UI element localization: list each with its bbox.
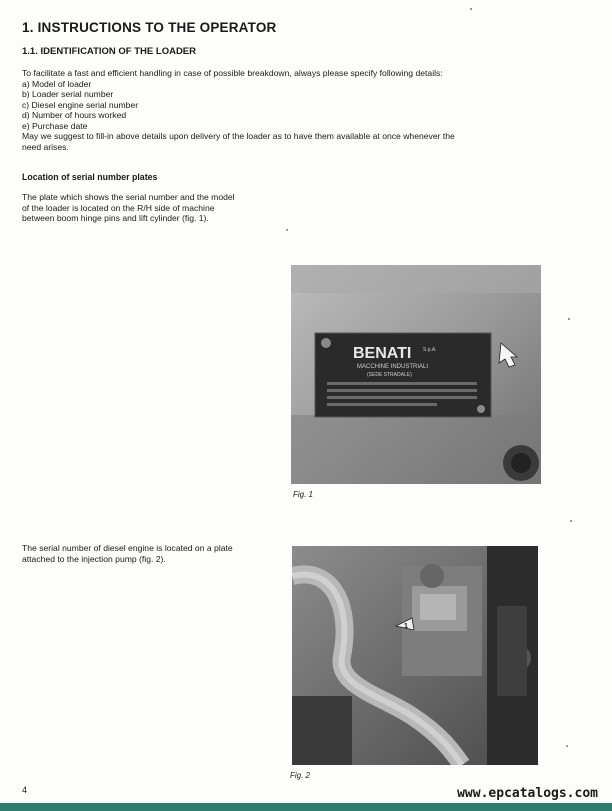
page-number: 4	[22, 785, 28, 795]
plate-line: of the loader is located on the R/H side of machine	[22, 202, 215, 213]
watermark-url: www.epcatalogs.com	[457, 786, 598, 801]
plate-line: The plate which shows the serial number and the model	[22, 192, 235, 202]
fig1-plate-brand: BENATI	[353, 345, 412, 362]
intro-line: To facilitate a fast and efficient handling in case of possible breakdown, always please specify following details:	[22, 68, 443, 78]
intro-line: e) Purchase date	[22, 120, 88, 131]
fig1-photo	[291, 265, 541, 484]
fig2-photo	[292, 546, 538, 765]
intro-paragraph	[22, 68, 455, 152]
intro-line: b) Loader serial number	[22, 89, 114, 99]
intro-line: need arises.	[22, 141, 69, 152]
intro-line: a) Model of loader	[22, 78, 92, 89]
fig1-caption: Fig. 1	[293, 490, 314, 499]
footer-bar	[0, 803, 612, 811]
scan-speck	[286, 229, 288, 231]
intro-line: c) Diesel engine serial number	[22, 99, 139, 110]
fig2-caption: Fig. 2	[290, 771, 311, 780]
scan-speck	[470, 8, 472, 10]
engine-plate-paragraph	[22, 543, 233, 564]
fig1-plate-line1: MACCHINE INDUSTRIALI	[357, 364, 429, 370]
scan-speck	[570, 520, 572, 522]
fig2-callout-number: 1	[404, 623, 408, 630]
location-heading: Location of serial number plates	[22, 172, 158, 182]
section-heading: 1.1. IDENTIFICATION OF THE LOADER	[22, 46, 196, 57]
intro-line: May we suggest to fill-in above details upon delivery of the loader as to have them available at once whenever the	[22, 131, 455, 141]
scan-speck	[566, 745, 568, 747]
plate-location-paragraph	[22, 192, 235, 224]
plate-line: between boom hinge pins and lift cylinder (fig. 1).	[22, 213, 209, 223]
engine-line: attached to the injection pump (fig. 2).	[22, 553, 166, 564]
fig1-plate-suffix: S.p.A.	[423, 347, 437, 353]
scan-speck	[568, 318, 570, 320]
engine-line: The serial number of diesel engine is located on a plate	[22, 543, 233, 553]
intro-line: d) Number of hours worked	[22, 110, 127, 120]
fig1-plate-line2: (SEDE STRADALE)	[367, 372, 412, 378]
page-title: 1. INSTRUCTIONS TO THE OPERATOR	[22, 20, 277, 35]
